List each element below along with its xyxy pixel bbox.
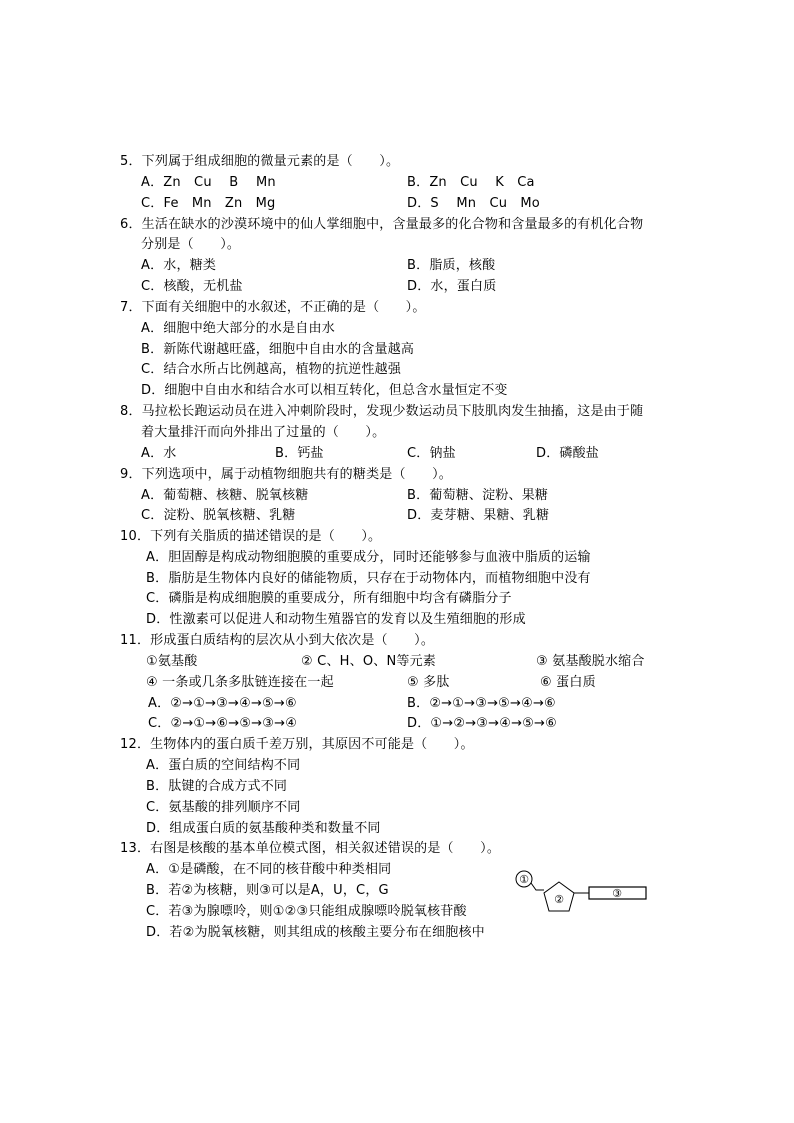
question-8-option-d: D．磷酸盐 xyxy=(536,446,600,461)
question-13-option-d: D．若②为脱氧核糖，则其组成的核酸主要分布在细胞核中 xyxy=(146,925,485,940)
question-7-stem: 7．下面有关细胞中的水叙述，不正确的是（ ）。 xyxy=(120,300,426,315)
question-8-option-c: C．钠盐 xyxy=(407,446,456,461)
question-13-stem: 13．右图是核酸的基本单位模式图，相关叙述错误的是（ ）。 xyxy=(120,841,501,856)
question-5-option-c: C．Fe Mn Zn Mg xyxy=(141,196,276,211)
question-12-option-b: B．肽键的合成方式不同 xyxy=(146,779,288,794)
question-11-item-1: ①氨基酸 xyxy=(146,654,198,669)
question-11-item-4: ④ 一条或几条多肽链连接在一起 xyxy=(146,675,334,690)
question-10-stem: 10．下列有关脂质的描述错误的是（ ）。 xyxy=(120,529,382,544)
question-7-option-d: D．细胞中自由水和结合水可以相互转化，但总含水量恒定不变 xyxy=(141,383,508,398)
question-9-option-a: A．葡萄糖、核糖、脱氧核糖 xyxy=(141,488,309,503)
question-6-option-a: A．水，糖类 xyxy=(141,258,217,273)
question-5-stem: 5．下列属于组成细胞的微量元素的是（ ）。 xyxy=(120,154,400,169)
question-6-stem-cont: 分别是（ ）。 xyxy=(141,237,241,252)
question-10-option-c: C．磷脂是构成细胞膜的重要成分，所有细胞中均含有磷脂分子 xyxy=(146,591,512,606)
question-12-option-a: A．蛋白质的空间结构不同 xyxy=(146,758,301,773)
question-9-option-b: B．葡萄糖、淀粉、果糖 xyxy=(407,488,549,503)
question-11-option-c: C．②→①→⑥→⑤→③→④ xyxy=(148,716,298,731)
question-11-item-2: ② C、H、O、N等元素 xyxy=(301,654,436,669)
question-7-option-c: C．结合水所占比例越高，植物的抗逆性越强 xyxy=(141,362,402,377)
phosphate-bond xyxy=(531,883,544,890)
question-13-option-b: B．若②为核糖，则③可以是A，U，C，G xyxy=(146,883,389,898)
nucleotide-diagram xyxy=(512,868,652,918)
question-11-item-6: ⑥ 蛋白质 xyxy=(540,675,596,690)
question-11-item-3: ③ 氨基酸脱水缩合 xyxy=(536,654,645,669)
question-12-option-d: D．组成蛋白质的氨基酸种类和数量不同 xyxy=(146,821,381,836)
question-10-option-d: D．性激素可以促进人和动物生殖器官的发育以及生殖细胞的形成 xyxy=(146,612,526,627)
question-11-option-d: D．①→②→③→④→⑤→⑥ xyxy=(407,716,557,731)
question-5-option-d: D．S Mn Cu Mo xyxy=(407,196,540,211)
diagram-label-2: ② xyxy=(554,893,564,906)
question-8-stem: 8．马拉松长跑运动员在进入冲刺阶段时，发现少数运动员下肢肌肉发生抽搐，这是由于随 xyxy=(120,404,644,419)
question-7-option-a: A．细胞中绝大部分的水是自由水 xyxy=(141,321,335,336)
question-12-option-c: C．氨基酸的排列顺序不同 xyxy=(146,800,301,815)
question-5-option-a: A．Zn Cu B Mn xyxy=(141,175,276,190)
question-13-option-a: A．①是磷酸，在不同的核苷酸中种类相同 xyxy=(146,862,392,877)
question-8-option-a: A．水 xyxy=(141,446,177,461)
question-5-option-b: B．Zn Cu K Ca xyxy=(407,175,535,190)
question-9-stem: 9．下列选项中，属于动植物细胞共有的糖类是（ ）。 xyxy=(120,467,452,482)
question-13-option-c: C．若③为腺嘌呤，则①②③只能组成腺嘌呤脱氧核苷酸 xyxy=(146,904,467,919)
question-8-option-b: B．钙盐 xyxy=(275,446,324,461)
question-12-stem: 12．生物体内的蛋白质千差万别，其原因不可能是（ ）。 xyxy=(120,737,474,752)
question-6-option-d: D．水，蛋白质 xyxy=(407,279,497,294)
question-10-option-a: A．胆固醇是构成动物细胞膜的重要成分，同时还能够参与血液中脂质的运输 xyxy=(146,550,591,565)
diagram-label-3: ③ xyxy=(612,887,622,900)
question-8-stem-cont: 着大量排汗而向外排出了过量的（ ）。 xyxy=(141,425,386,440)
question-7-option-b: B．新陈代谢越旺盛，细胞中自由水的含量越高 xyxy=(141,342,415,357)
question-11-item-5: ⑤ 多肽 xyxy=(407,675,450,690)
question-6-option-c: C．核酸，无机盐 xyxy=(141,279,243,294)
question-11-stem: 11．形成蛋白质结构的层次从小到大依次是（ ）。 xyxy=(120,633,435,648)
question-9-option-d: D．麦芽糖、果糖、乳糖 xyxy=(407,508,550,523)
question-9-option-c: C．淀粉、脱氧核糖、乳糖 xyxy=(141,508,296,523)
question-11-option-b: B．②→①→③→⑤→④→⑥ xyxy=(407,696,556,711)
question-6-option-b: B．脂质，核酸 xyxy=(407,258,496,273)
question-10-option-b: B．脂肪是生物体内良好的储能物质，只存在于动物体内，而植物细胞中没有 xyxy=(146,571,591,586)
diagram-label-1: ① xyxy=(519,873,529,886)
question-6-stem: 6．生活在缺水的沙漠环境中的仙人掌细胞中，含量最多的化合物和含量最多的有机化合物 xyxy=(120,217,644,232)
question-11-option-a: A．②→①→③→④→⑤→⑥ xyxy=(148,696,297,711)
